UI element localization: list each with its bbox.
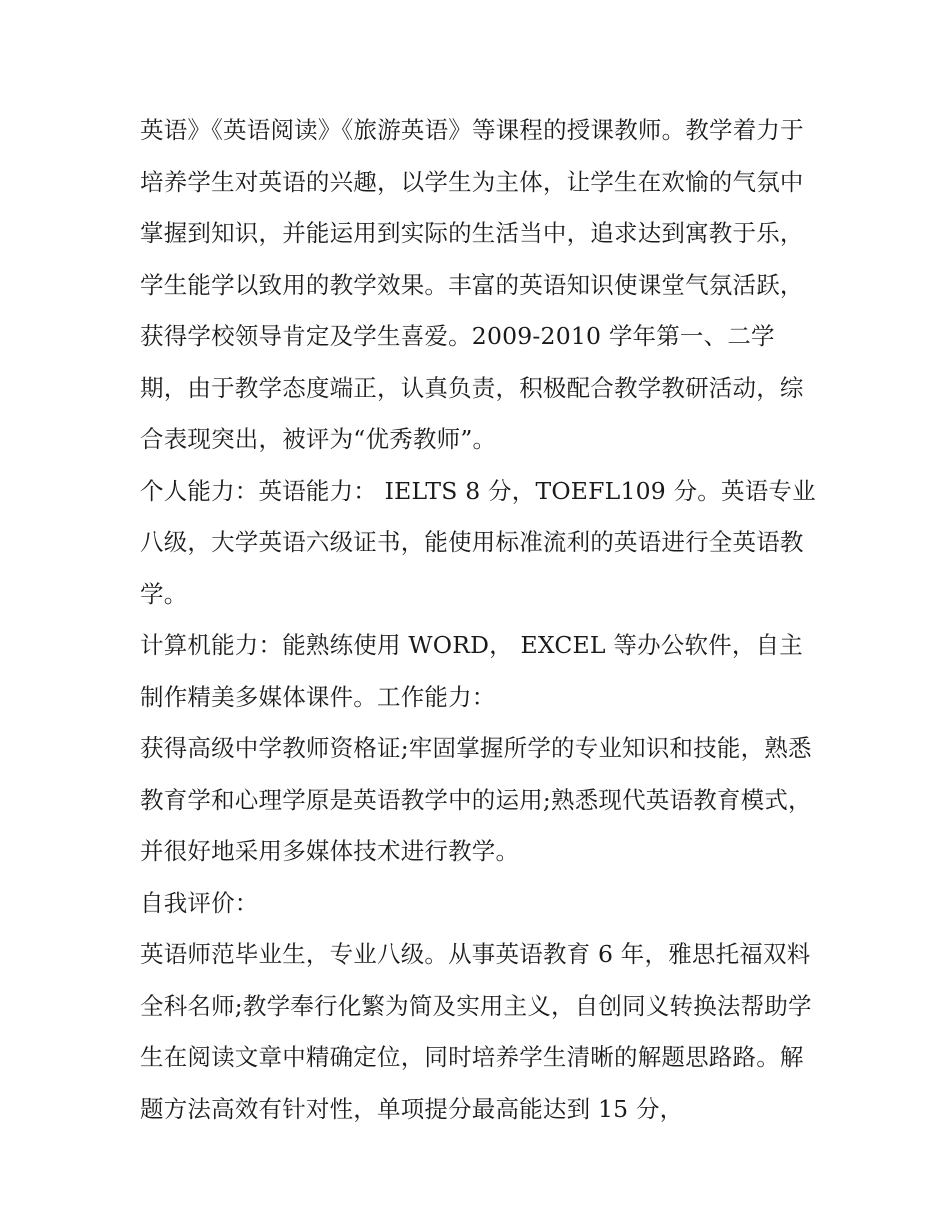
paragraph-computer-ability: 计算机能力：能熟练使用 WORD， EXCEL 等办公软件，自主制作精美多媒体课件。工作能力： [140, 631, 803, 711]
paragraph-self-evaluation: 英语师范毕业生，专业八级。从事英语教育 6 年，雅思托福双料全科名师;教学奉行化繁为简及实用主义，自创同义转换法帮助学生在阅读文章中精确定位，同时培养学生清晰的解题思路路。解题方法高效有针对性，单项提分最高能达到 15 分， [140, 940, 812, 1123]
paragraph-personal-ability: 个人能力：英语能力： IELTS 8 分，TOEFL109 分。英语专业八级，大学英语六级证书，能使用标准流利的英语进行全英语教学。 [140, 476, 816, 608]
paragraph-teaching-experience: 英语》《英语阅读》《旅游英语》等课程的授课教师。教学着力于培养学生对英语的兴趣，以学生为主体，让学生在欢愉的气氛中掌握到知识，并能运用到实际的生活当中，追求达到寓教于乐，学生能学以致用的教学效果。丰富的英语知识使课堂气氛活跃，获得学校领导肯定及学生喜爱。2009-2010 学年第一、二学期，由于教学态度端正，认真负责，积极配合教学教研活动，综合表现突出，被评为“优秀教师”。 [140, 116, 804, 453]
paragraph-qualifications: 获得高级中学教师资格证;牢固掌握所学的专业知识和技能，熟悉教育学和心理学原是英语教学中的运用;熟悉现代英语教育模式，并很好地采用多媒体技术进行教学。 [140, 734, 812, 865]
document-body [140, 105, 820, 1135]
paragraph-self-evaluation-heading: 自我评价： [140, 888, 259, 917]
